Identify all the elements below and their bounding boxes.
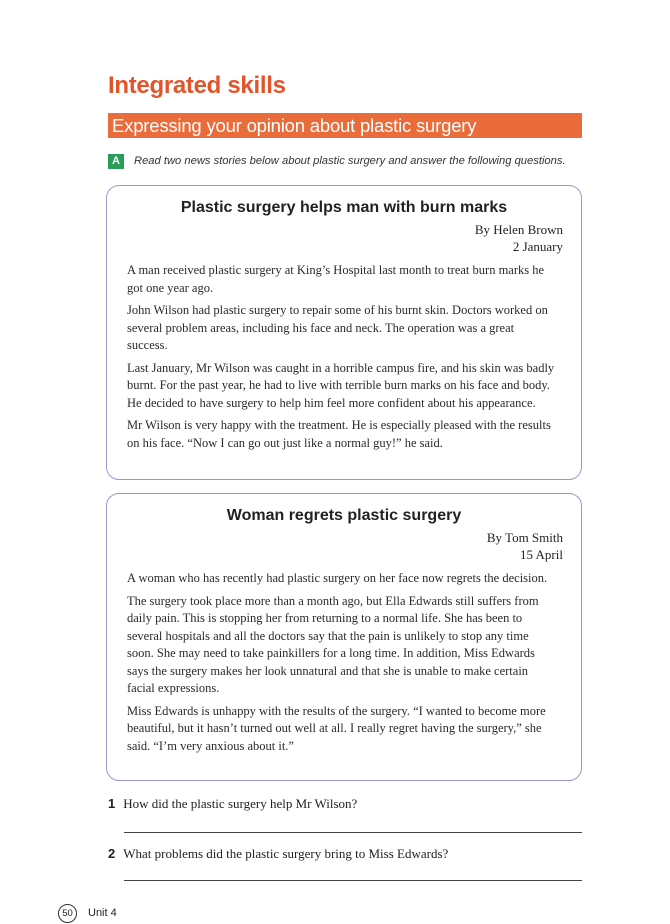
story-paragraph: John Wilson had plastic surgery to repair some of his burnt skin. Doctors worked on several problem areas, including his face and neck. The operation was a great success. [127,303,548,352]
question-number: 1 [108,796,116,811]
story-paragraph: Last January, Mr Wilson was caught in a horrible campus fire, and his skin was badly burnt. For the past year, he had to live with terrible burn marks on his face and body. He decided to have surgery to help him feel more confident about his appearance. [127,360,555,410]
story-paragraph: Mr Wilson is very happy with the treatment. He is especially pleased with the results on his face. “Now I can go out just like a normal guy!” he said. [127,418,551,450]
story-body [127,262,557,452]
story-paragraph: The surgery took place more than a month ago, but Ella Edwards still suffers from daily pain. This is stopping her from returning to a normal life. She has been to several hospitals and all the doctors say that the pain is unlikely to stop any time soon. She may need to take painkillers for a long time. In addition, Miss Edwards says the surgery makes her look unnatural and that she is unable to make certain facial expressions. [127,593,539,695]
answer-line-2[interactable] [124,880,582,881]
story-body [127,570,557,755]
question-text: What problems did the plastic surgery bring to Miss Edwards? [123,846,449,861]
topic-banner: Expressing your opinion about plastic surgery [108,113,582,138]
story-author: By Helen Brown [474,222,563,237]
news-story-2 [106,493,582,781]
story-paragraph: Miss Edwards is unhappy with the results of the surgery. “I wanted to become more beautiful, but it hasn’t turned out well at all. I really regret having the surgery,” she said. “I’m very anxious about it.” [127,703,546,753]
story-date: 2 January [512,239,563,254]
question-number: 2 [108,846,116,861]
answer-line-1[interactable] [124,832,582,833]
section-title: Integrated skills [108,72,286,99]
story-byline [107,529,563,563]
page-number: 50 [58,904,77,923]
story-date: 15 April [520,547,563,562]
story-byline [107,221,563,255]
unit-label: Unit 4 [88,907,117,919]
story-paragraph: A woman who has recently had plastic surgery on her face now regrets the decision. [127,571,548,585]
question-2 [108,846,448,862]
story-paragraph: A man received plastic surgery at King’s Hospital last month to treat burn marks he got one year ago. [127,263,545,295]
story-headline: Plastic surgery helps man with burn marks [180,199,508,216]
question-text: How did the plastic surgery help Mr Wilson? [123,796,358,811]
story-author: By Tom Smith [486,530,563,545]
question-1 [108,796,357,812]
story-headline: Woman regrets plastic surgery [226,507,462,524]
instruction [108,152,566,170]
instruction-text: Read two news stories below about plastic surgery and answer the following questions. [134,155,566,167]
activity-letter-badge: A [108,154,124,169]
news-story-1 [106,185,582,480]
